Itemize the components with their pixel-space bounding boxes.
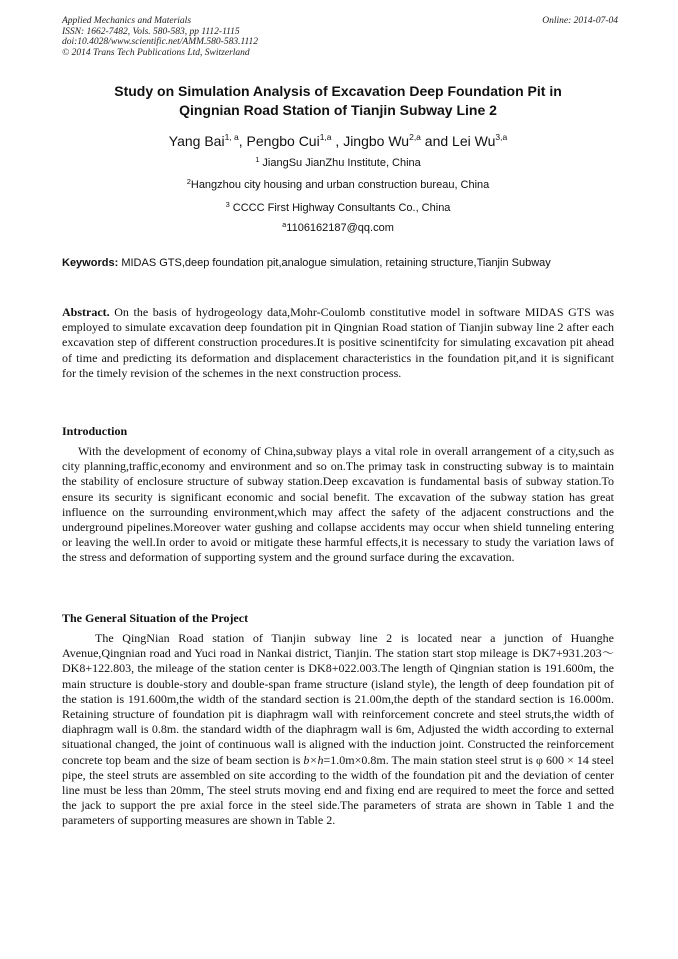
introduction-heading: Introduction — [62, 424, 128, 438]
author-2: , Pengbo Cui — [238, 133, 320, 149]
affiliation-2-text: Hangzhou city housing and urban construction bureau, China — [190, 179, 490, 191]
paper-title — [62, 82, 614, 120]
affiliation-email-text: 1106162187@qq.com — [286, 222, 394, 234]
author-1-sup: 1, a — [224, 132, 239, 142]
affiliation-1-sup: 1 — [255, 155, 260, 164]
keywords-text: MIDAS GTS,deep foundation pit,analogue simulation, retaining structure,Tianjin Subway — [121, 257, 551, 269]
title-line-2: Qingnian Road Station of Tianjin Subway Line 2 — [179, 102, 497, 118]
journal-name: Applied Mechanics and Materials — [62, 16, 192, 26]
affiliation-2-sup: 2 — [186, 177, 191, 186]
affiliation-email-sup: a — [282, 220, 287, 229]
beam-formula: b×h — [303, 752, 324, 767]
affiliation-2 — [62, 179, 614, 192]
keywords-label: Keywords: — [62, 257, 119, 269]
author-4: and Lei Wu — [420, 133, 496, 149]
affiliation-1 — [62, 157, 614, 170]
author-3-sup: 2,a — [409, 132, 421, 142]
author-list — [62, 132, 614, 150]
introduction-text: With the development of economy of China,subway plays a vital role in overall arrangement of a city,such as city planning,traffic,economy and environment and so on.The primay task in constructing subway is to maintain the stability of enclosure structure of subway station.Deep excavation is fundamental basis of subway station.To ensure its security is significant economic and social benefit. The excavation of the subway station has great influence on the surrounding environment,which may affect the safety of the adjacent constructions and the underground pipelines.Moreover water gushing and collapse accidents may occur when shield tunneling entering or leaving the well.In order to avoid or mitigate these harmful effects,it is necessary to study the variation laws of the stress and deformation of supporting system and the ground surface during the excavation. — [62, 444, 614, 565]
affiliation-3-text: CCCC First Highway Consultants Co., China — [232, 202, 451, 214]
abstract-text: On the basis of hydrogeology data,Mohr-Coulomb constitutive model in software MIDAS GTS was employed to simulate excavation deep foundation pit in Qingnian Road station of Tianjin subway line 2 after each excavation step of different construction procedures.It is positive scinentifcity for simulating excavation pit ahead of time and predicting its deformation and displacement characteristics in the foundation pit,and it is significant for the timely revision of the schemes in the next construction process. — [62, 305, 615, 380]
affiliation-1-text: JiangSu JianZhu Institute, China — [262, 157, 421, 169]
abstract — [62, 305, 614, 381]
title-line-1: Study on Simulation Analysis of Excavation Deep Foundation Pit in — [114, 83, 562, 99]
issn-line: ISSN: 1662-7482, Vols. 580-583, pp 1112-1115 — [62, 26, 240, 37]
general-text-part-2: =1.0m×0.8m. The main station steel strut is φ 600 × 14 steel pipe, the steel struts are assembled on site according to the width of the foundation pit and the deviation of center line must be less than 20mm, The steel struts moving end and fixing end are required to meet the force and setted the jack to support the pre axial force in the steel side.The parameters of strata are shown in Table 1 and the parameters of supporting measures are shown in Table 2. — [62, 752, 614, 828]
general-situation-heading: The General Situation of the Project — [62, 611, 249, 625]
keywords — [62, 256, 614, 271]
general-text-part-1: The QingNian Road station of Tianjin subway line 2 is located near a junction of Huanghe Avenue,Qingnian road and Yuci road in Nankai district, Tianjin. The station start stop mileage is DK7+931.203～DK8+122.803, the mileage of the station center is DK8+022.003.The length of Qingnian station is 191.600m, the main structure is double-story and double-span frame structure (island style), the length of deep foundation pit of the station is 191.600m,the width of the standard section is 21.00m,the depth of the standard section is 16.000m. Retaining structure of foundation pit is diaphragm wall with reinforcement concrete and steel struts,the width of diaphragm wall is 0.8m. the standard width of the diaphragm wall is 6m, Adjusted the width according to external situational changed, the joint of continuous wall is aligned with the induction joint. Constructed the reinforcement concrete top beam and the size of beam section is — [62, 631, 614, 767]
online-date: Online: 2014-07-04 — [542, 16, 618, 26]
author-2-sup: 1,a — [319, 132, 332, 142]
affiliation-3-sup: 3 — [225, 200, 230, 209]
author-1: Yang Bai — [168, 133, 225, 149]
abstract-label: Abstract. — [62, 305, 110, 319]
copyright-line: © 2014 Trans Tech Publications Ltd, Switzerland — [62, 47, 250, 58]
author-4-sup: 3,a — [495, 132, 508, 142]
author-3: , Jingbo Wu — [331, 133, 410, 149]
affiliation-email — [62, 222, 614, 235]
affiliation-3 — [62, 202, 614, 215]
journal-header — [62, 16, 618, 58]
doi-line: doi:10.4028/www.scientific.net/AMM.580-583.1112 — [62, 37, 259, 47]
general-situation-text — [62, 631, 614, 829]
